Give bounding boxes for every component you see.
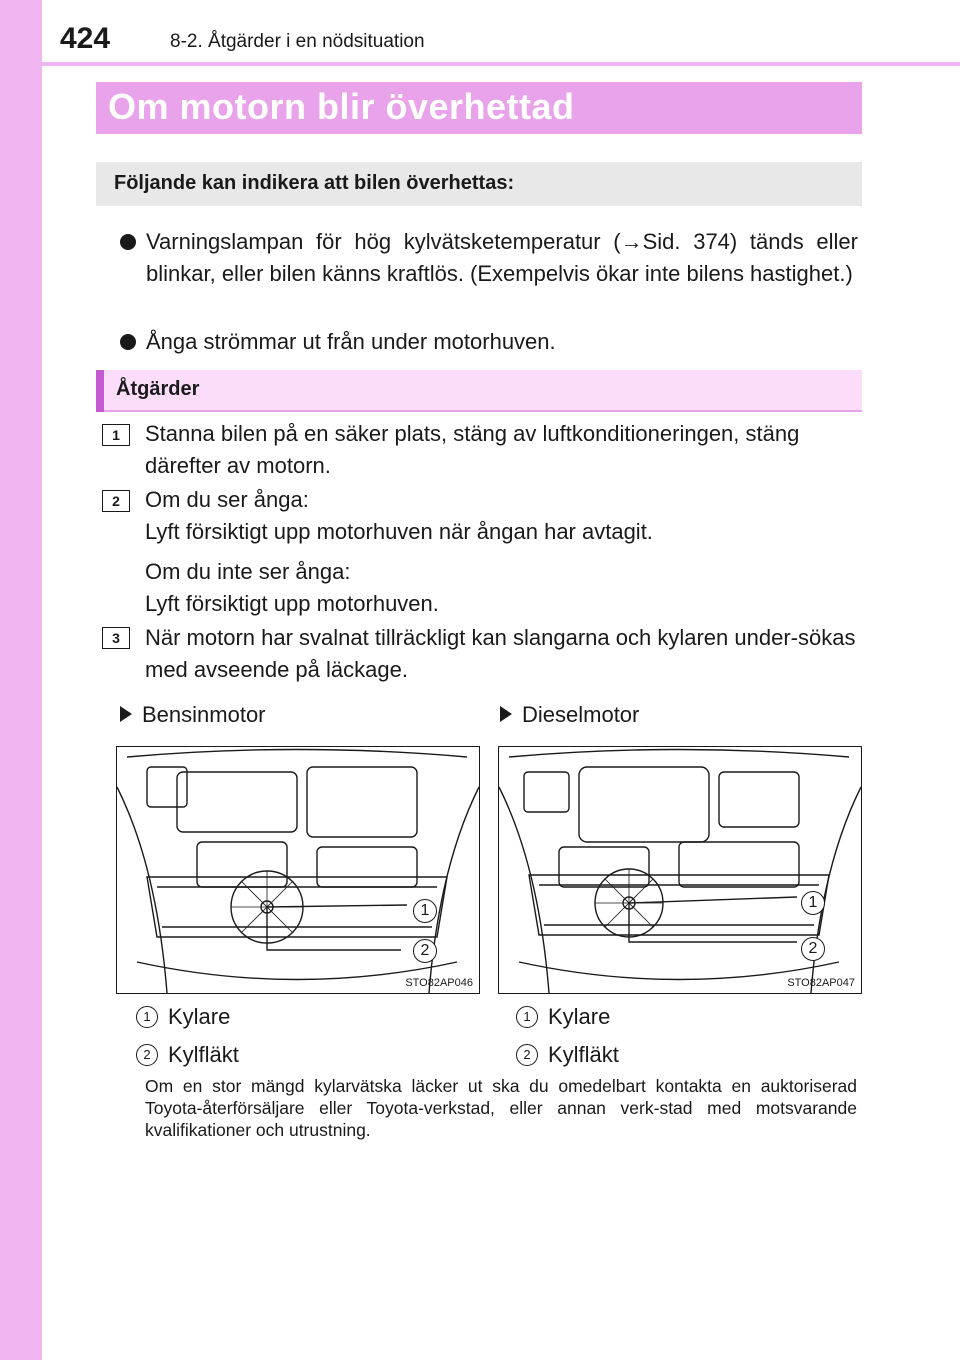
- callout-2: 2: [413, 939, 437, 963]
- actions-heading-bar: [96, 370, 862, 412]
- bullet-icon: [120, 334, 136, 350]
- step-text: Lyft försiktigt upp motorhuven när ångan har avtagit.: [145, 519, 653, 544]
- side-tab-strip: [0, 0, 42, 1360]
- section-title-bar: [96, 82, 862, 134]
- variant-label-text: Bensinmotor: [142, 702, 266, 727]
- heading-accent: [96, 370, 104, 412]
- step-text: När motorn har svalnat tillräckligt kan slangarna och kylaren under-sökas med avseende på läckage.: [145, 625, 856, 682]
- legend-number-icon: 2: [136, 1044, 158, 1066]
- section-title: Om motorn blir överhettad: [108, 86, 575, 127]
- callout-1: 1: [413, 899, 437, 923]
- actions-heading: Åtgärder: [116, 378, 200, 400]
- image-code: STO82AP046: [405, 977, 473, 989]
- engine-bay-illustration: [116, 746, 480, 994]
- step-number-badge: 3: [102, 627, 130, 649]
- variant-label-text: Dieselmotor: [522, 702, 640, 727]
- engine-bay-illustration: [498, 746, 862, 994]
- legend-number-icon: 2: [516, 1044, 538, 1066]
- step-number-badge: 1: [102, 424, 130, 446]
- header-rule: [42, 62, 960, 66]
- bullet-icon: [120, 234, 136, 250]
- legend-text: Kylfläkt: [548, 1042, 619, 1067]
- bullet-text: Varningslampan för hög kylvätsketemperatur (→Sid. 374) tänds eller blinkar, eller bilen känns kraftlös. (Exempelvis ökar inte bilens hastighet.): [146, 229, 858, 286]
- step-text: Stanna bilen på en säker plats, stäng av luftkonditioneringen, stäng därefter av motorn.: [145, 421, 800, 478]
- triangle-icon: [500, 706, 512, 722]
- callout-2: 2: [801, 937, 825, 961]
- page-number: 424: [60, 22, 111, 55]
- legend-number-icon: 1: [516, 1006, 538, 1028]
- step-text-condition: Om du ser ånga:: [145, 487, 309, 512]
- legend-text: Kylare: [168, 1004, 231, 1029]
- indicators-heading-bar: [96, 162, 862, 206]
- legend-text: Kylfläkt: [168, 1042, 239, 1067]
- legend-text: Kylare: [548, 1004, 611, 1029]
- bullet-text: Ånga strömmar ut från under motorhuven.: [146, 329, 556, 354]
- legend-number-icon: 1: [136, 1006, 158, 1028]
- image-code: STO82AP047: [787, 977, 855, 989]
- indicators-heading: Följande kan indikera att bilen överhettas:: [114, 172, 515, 194]
- step-text: Lyft försiktigt upp motorhuven.: [145, 591, 439, 616]
- step-text-condition: Om du inte ser ånga:: [145, 559, 351, 584]
- step-number-badge: 2: [102, 490, 130, 512]
- warning-note: Om en stor mängd kylarvätska läcker ut ska du omedelbart kontakta en auktoriserad Toyota-återförsäljare eller Toyota-verkstad, eller annan verk-stad med motsvarande kvalifikationer och utrustning.: [145, 1076, 857, 1140]
- triangle-icon: [120, 706, 132, 722]
- callout-1: 1: [801, 891, 825, 915]
- breadcrumb: 8-2. Åtgärder i en nödsituation: [170, 31, 425, 52]
